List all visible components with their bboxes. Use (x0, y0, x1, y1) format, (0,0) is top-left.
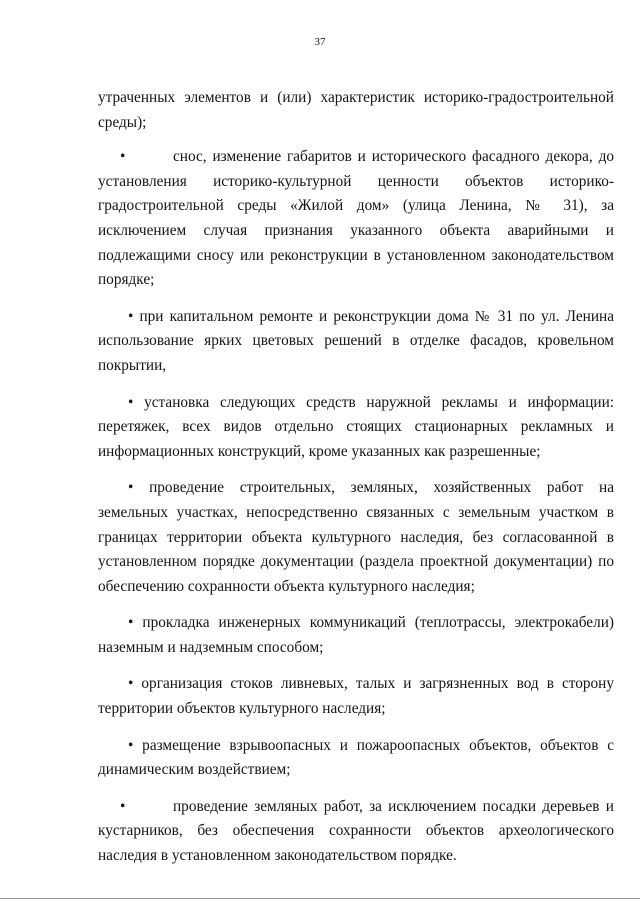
bullet-icon: • (128, 393, 134, 411)
list-item-color-solutions (98, 305, 614, 379)
list-item-text: размещение взрывоопасных и пожароопасных объектов, объектов с динамическим воздействием; (98, 736, 615, 779)
bullet-icon: • (120, 148, 126, 166)
list-item-text: при капитальном ремонте и реконструкции дома № 31 по ул. Ленина использование ярких цветовых решений в отделке фасадов, кровельном покрытии, (98, 307, 614, 374)
page-edge-divider (0, 898, 640, 899)
bullet-icon: • (128, 736, 134, 754)
bullet-icon: • (128, 307, 134, 325)
bullet-icon: • (128, 675, 134, 693)
paragraph-continuation (98, 86, 614, 135)
bullet-icon: • (120, 797, 126, 815)
list-item-advertising (98, 391, 614, 465)
document-body (98, 86, 614, 881)
bullet-icon: • (128, 614, 134, 632)
bullet-icon: • (128, 479, 134, 497)
list-item-utilities (98, 611, 614, 660)
list-item-text: снос, изменение габаритов и исторического фасадного декора, до установления историко-культурной ценности объектов историко-градостроительной среды «Жилой дом» (улица Ленина, № 31), за исключением случая признания указанного объекта аварийными и подлежащими сносу или реконструкции в установленном законодательством порядке; (98, 148, 614, 289)
list-item-text: установка следующих средств наружной рекламы и информации: перетяжек, всех видов отдельно стоящих стационарных рекламных и информационных конструкций, кроме указанных как разрешенные; (98, 393, 615, 460)
list-item-text: организация стоков ливневых, талых и загрязненных вод в сторону территории объектов культурного наследия; (98, 675, 614, 718)
list-item-earthworks (98, 795, 614, 869)
list-item-text: проведение земляных работ, за исключением посадки деревьев и кустарников, без обеспечения сохранности объектов археологического наследия в установленном законодательством порядке. (98, 797, 614, 865)
list-item-drainage (98, 672, 614, 721)
list-item-text: прокладка инженерных коммуникаций (теплотрассы, электрокабели) наземным и надземным способом; (98, 614, 615, 656)
list-item-text: проведение строительных, земляных, хозяйственных работ на земельных участках, непосредственно связанных с земельным участком в границах территории объекта культурного наследия, без согласованной в установленном порядке документации (раздела проектной документации) по обеспечению сохранности объекта культурного наследия; (98, 479, 614, 595)
paragraph-text: утраченных элементов и (или) характеристик историко-градостроительной среды); (98, 89, 614, 131)
list-item-construction-works (98, 476, 614, 599)
page-number: 37 (314, 36, 326, 48)
list-item-demolition (98, 145, 614, 293)
list-item-hazardous-objects (98, 734, 614, 783)
